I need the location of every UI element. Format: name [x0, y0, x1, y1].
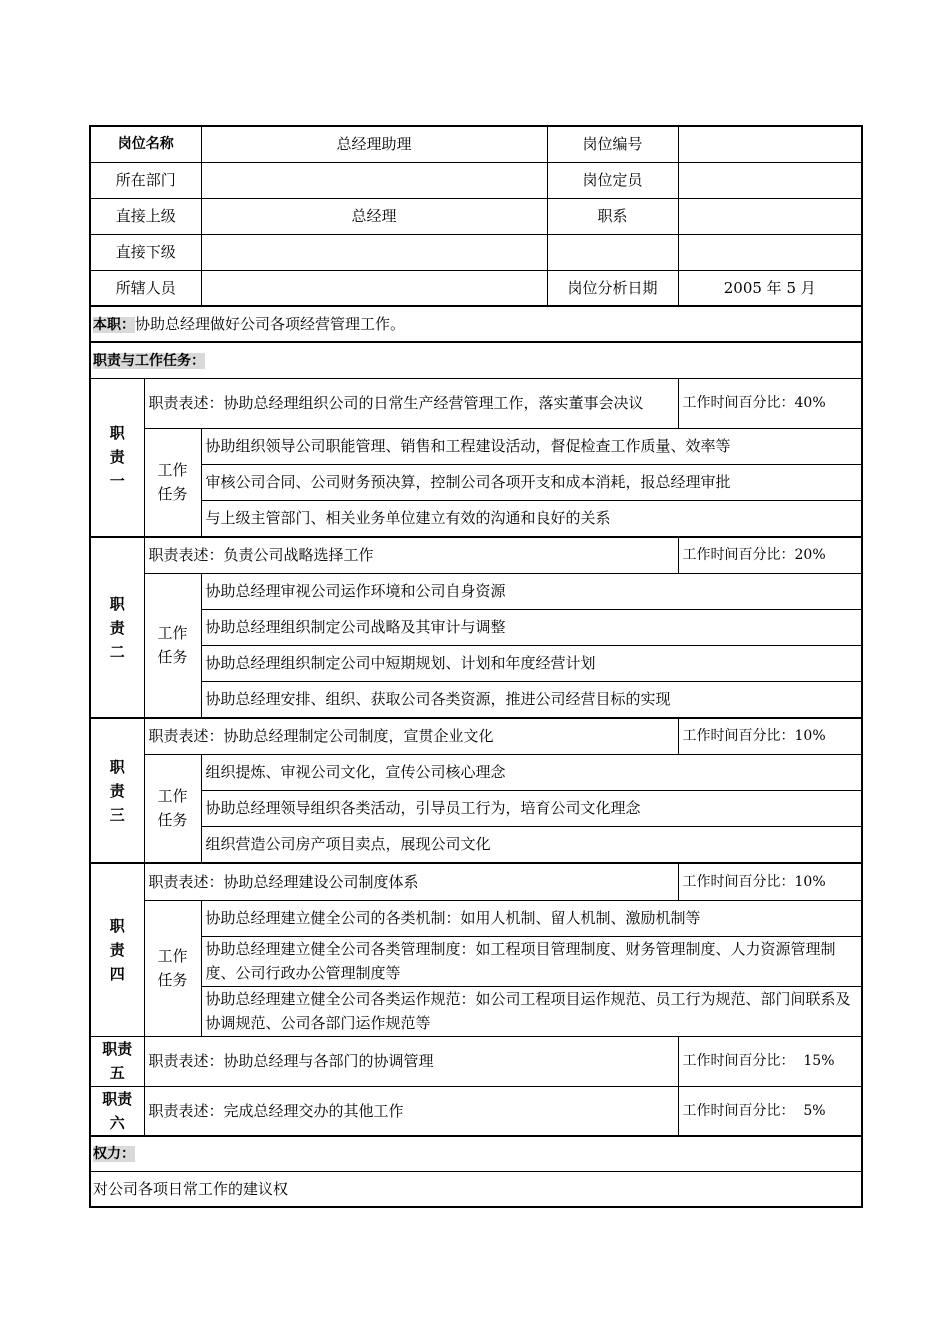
authority-text: 对公司各项日常工作的建议权 [90, 1171, 862, 1207]
duty-1-percent: 工作时间百分比：40% [678, 378, 862, 428]
duty-6-label [90, 1086, 144, 1136]
position-name-value: 总经理助理 [201, 126, 547, 162]
duties-section-cell [90, 342, 862, 378]
duty-1-task-row [90, 464, 862, 500]
duty-4-statement: 职责表述：协助总经理建设公司制度体系 [144, 863, 678, 900]
duty-label-char: 一 [109, 472, 125, 491]
duty-label-char: 职 [109, 594, 125, 613]
authority-label-row [90, 1136, 862, 1171]
duty-label-char: 五 [109, 1064, 125, 1082]
core-cell [90, 306, 862, 342]
core-text: 协助总经理做好公司各项经营管理工作。 [135, 314, 406, 333]
task-label-line: 任务 [157, 485, 188, 504]
department-value [201, 162, 547, 198]
duty-2-task-4: 协助总经理安排、组织、获取公司各类资源，推进公司经营目标的实现 [201, 681, 862, 718]
job-description-table [89, 125, 863, 1208]
duty-label-char: 职责 [102, 1040, 133, 1058]
duty-1-statement: 职责表述：协助总经理组织公司的日常生产经营管理工作，落实董事会决议 [144, 378, 678, 428]
staff-value [201, 270, 547, 306]
duty-3-task-2: 协助总经理领导组织各类活动，引导员工行为，培育公司文化理念 [201, 790, 862, 826]
duty-1-statement-row [90, 378, 862, 428]
task-label-line: 工作 [157, 947, 188, 965]
duty-1-task-1: 协助组织领导公司职能管理、销售和工程建设活动，督促检查工作质量、效率等 [201, 428, 862, 464]
duty-4-task-label [144, 900, 201, 1036]
duty-3-task-1: 组织提炼、审视公司文化，宣传公司核心理念 [201, 754, 862, 790]
duty-3-statement-row [90, 718, 862, 754]
staff-label: 所辖人员 [90, 270, 201, 306]
duty-2-task-row [90, 645, 862, 681]
duty-1-label [90, 378, 144, 537]
duty-label-char: 职 [109, 757, 125, 776]
duty-2-task-label [144, 573, 201, 718]
duty-1-task-label [144, 428, 201, 537]
duty-4-task-row [90, 936, 862, 986]
duty-label-char: 职 [109, 916, 125, 935]
position-code-value [678, 126, 862, 162]
duty-6-percent: 工作时间百分比： 5% [678, 1086, 862, 1136]
duty-2-percent: 工作时间百分比：20% [678, 537, 862, 573]
duty-label-char: 职 [109, 424, 125, 443]
duty-3-task-row [90, 790, 862, 826]
department-label: 所在部门 [90, 162, 201, 198]
duty-label-char: 职责 [102, 1089, 133, 1108]
core-row [90, 306, 862, 342]
task-label-line: 工作 [157, 624, 188, 643]
analysis-date-label: 岗位分析日期 [547, 270, 678, 306]
duty-4-statement-row [90, 863, 862, 900]
duty-2-task-1: 协助总经理审视公司运作环境和公司自身资源 [201, 573, 862, 609]
empty-cell [547, 234, 678, 270]
superior-label: 直接上级 [90, 198, 201, 234]
duty-2-statement-row [90, 537, 862, 573]
duty-6-statement: 职责表述：完成总经理交办的其他工作 [144, 1086, 678, 1136]
duty-4-task-row [90, 986, 862, 1036]
duty-5-row [90, 1036, 862, 1086]
duty-6-row [90, 1086, 862, 1136]
superior-value: 总经理 [201, 198, 547, 234]
duty-1-task-row [90, 500, 862, 537]
task-label-line: 工作 [157, 461, 188, 480]
duty-1-task-3: 与上级主管部门、相关业务单位建立有效的沟通和良好的关系 [201, 500, 862, 537]
header-row-subordinate [90, 234, 862, 270]
duty-label-char: 六 [109, 1113, 125, 1132]
duty-2-task-row [90, 573, 862, 609]
duty-2-label [90, 537, 144, 718]
duty-label-char: 二 [109, 642, 125, 661]
headcount-label: 岗位定员 [547, 162, 678, 198]
task-label-line: 工作 [157, 787, 188, 806]
duty-4-task-row [90, 900, 862, 936]
position-code-label: 岗位编号 [547, 126, 678, 162]
duty-4-task-1: 协助总经理建立健全公司的各类机制：如用人机制、留人机制、激励机制等 [201, 900, 862, 936]
duty-1-task-2: 审核公司合同、公司财务预决算，控制公司各项开支和成本消耗，报总经理审批 [201, 464, 862, 500]
duty-3-task-row [90, 826, 862, 863]
duties-section-label: 职责与工作任务： [93, 352, 205, 369]
job-description-sheet [89, 125, 861, 1208]
duty-5-percent: 工作时间百分比： 15% [678, 1036, 862, 1086]
position-name-label: 岗位名称 [90, 126, 201, 162]
core-label: 本职： [93, 316, 135, 333]
header-row-staff [90, 270, 862, 306]
duty-3-percent: 工作时间百分比：10% [678, 718, 862, 754]
duty-2-task-2: 协助总经理组织制定公司战略及其审计与调整 [201, 609, 862, 645]
duty-label-char: 三 [109, 805, 125, 824]
duty-label-char: 责 [109, 448, 125, 467]
authority-label: 权力： [93, 1146, 135, 1163]
duty-3-task-row [90, 754, 862, 790]
job-series-label: 职系 [547, 198, 678, 234]
header-row-department [90, 162, 862, 198]
authority-text-row [90, 1171, 862, 1207]
duty-5-statement: 职责表述：协助总经理与各部门的协调管理 [144, 1036, 678, 1086]
duty-label-char: 责 [109, 618, 125, 637]
headcount-value [678, 162, 862, 198]
empty-cell [678, 234, 862, 270]
duty-3-label [90, 718, 144, 863]
duty-4-task-2: 协助总经理建立健全公司各类管理制度：如工程项目管理制度、财务管理制度、人力资源管理制度、公司行政办公管理制度等 [201, 936, 862, 986]
subordinate-value [201, 234, 547, 270]
task-label-line: 任务 [157, 648, 188, 667]
subordinate-label: 直接下级 [90, 234, 201, 270]
task-label-line: 任务 [157, 811, 188, 830]
duty-1-task-row [90, 428, 862, 464]
duty-3-task-label [144, 754, 201, 863]
duty-4-percent: 工作时间百分比：10% [678, 863, 862, 900]
duty-4-label [90, 863, 144, 1036]
authority-label-cell [90, 1136, 862, 1171]
duty-2-statement: 职责表述：负责公司战略选择工作 [144, 537, 678, 573]
duty-3-task-3: 组织营造公司房产项目卖点，展现公司文化 [201, 826, 862, 863]
duty-2-task-3: 协助总经理组织制定公司中短期规划、计划和年度经营计划 [201, 645, 862, 681]
duty-2-task-row [90, 681, 862, 718]
duty-label-char: 责 [109, 781, 125, 800]
duties-section-row [90, 342, 862, 378]
duty-4-task-3: 协助总经理建立健全公司各类运作规范：如公司工程项目运作规范、员工行为规范、部门间联系及协调规范、公司各部门运作规范等 [201, 986, 862, 1036]
task-label-line: 任务 [157, 971, 188, 989]
duty-2-task-row [90, 609, 862, 645]
header-row-position [90, 126, 862, 162]
duty-label-char: 责 [109, 940, 125, 959]
job-series-value [678, 198, 862, 234]
duty-5-label [90, 1036, 144, 1086]
header-row-superior [90, 198, 862, 234]
duty-3-statement: 职责表述：协助总经理制定公司制度，宣贯企业文化 [144, 718, 678, 754]
analysis-date-value: 2005 年 5 月 [678, 270, 862, 306]
duty-label-char: 四 [109, 964, 125, 983]
